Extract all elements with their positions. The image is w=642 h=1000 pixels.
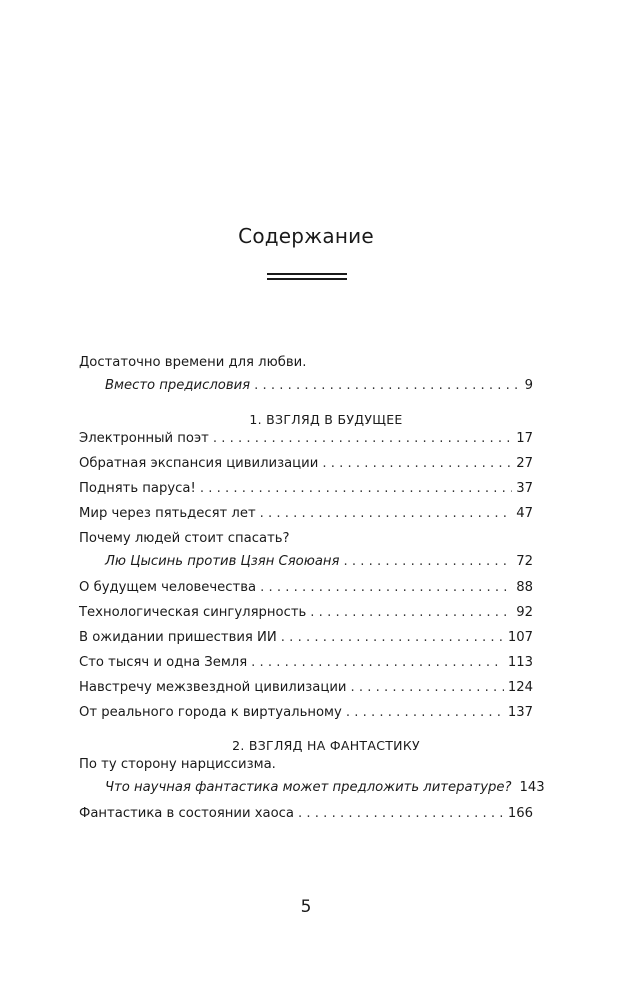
table-of-contents [79,355,545,831]
toc-entry-label: Электронный поэт [79,431,209,446]
toc-entry[interactable] [79,806,533,831]
toc-entry-page: 166 [507,806,533,821]
leader-dots [346,705,504,720]
toc-entry-label: В ожидании пришествия ИИ [79,630,277,645]
toc-entry-page: 88 [516,580,533,595]
toc-entry-page: 107 [507,630,533,645]
title-rule-bottom [267,278,347,280]
leader-dots [322,456,512,471]
toc-entry-label: Фантастика в состоянии хаоса [79,806,295,821]
toc-entry-page: 72 [516,554,533,569]
leader-dots [254,378,520,393]
toc-entry-sublabel: Лю Цысинь против Цзян Сяоюаня [105,554,340,569]
toc-entry-label: По ту сторону нарциссизма. [79,757,276,772]
toc-entry-page: 37 [516,481,533,496]
page-number: 5 [300,897,312,917]
toc-entry-label: Технологическая сингулярность [79,605,307,620]
toc-entry-page: 47 [516,506,533,521]
section-heading-2: 2. ВЗГЛЯД НА ФАНТАСТИКУ [232,738,420,753]
toc-entry-label: Навстречу межзвездной цивилизации [79,680,347,695]
toc-entry-page: 143 [519,780,545,795]
toc-entry-page: 27 [516,456,533,471]
toc-entry-intro-sub[interactable] [79,378,533,404]
page-title: Содержание [238,224,374,248]
leader-dots [281,630,504,645]
toc-entry-page: 137 [507,705,533,720]
toc-entry-label: Достаточно времени для любви. [79,355,307,370]
toc-entry[interactable] [79,431,533,456]
toc-entry-label: О будущем человечества [79,580,257,595]
leader-dots [298,806,504,821]
toc-entry-label: Почему людей стоит спасать? [79,531,290,546]
toc-entry[interactable] [79,705,533,730]
toc-entry[interactable] [79,580,533,605]
toc-entry[interactable] [79,630,533,655]
toc-entry-page: 9 [524,378,533,393]
toc-entry-page: 17 [516,431,533,446]
leader-dots [260,506,513,521]
toc-entry[interactable] [79,481,533,506]
toc-entry-label: Сто тысяч и одна Земля [79,655,248,670]
title-rule-top [267,273,347,275]
toc-entry[interactable] [79,531,533,554]
toc-entry-page: 124 [507,680,533,695]
leader-dots [310,605,512,620]
toc-entry-page: 92 [516,605,533,620]
leader-dots [200,481,512,496]
toc-entry-sublabel: Что научная фантастика может предложить литературе? [105,780,512,795]
toc-entry-sublabel: Вместо предисловия [105,378,251,393]
toc-entry-label: Мир через пятьдесят лет [79,506,256,521]
toc-entry[interactable] [79,655,533,680]
section-heading-1: 1. ВЗГЛЯД В БУДУЩЕЕ [249,412,403,427]
toc-entry-label: Поднять паруса! [79,481,196,496]
toc-entry[interactable] [79,456,533,481]
toc-entry-label: Обратная экспансия цивилизации [79,456,319,471]
leader-dots [251,655,504,670]
toc-entry-intro[interactable] [79,355,533,378]
leader-dots [213,431,512,446]
toc-entry-label: От реального города к виртуальному [79,705,342,720]
toc-entry[interactable] [79,605,533,630]
toc-entry-page: 113 [507,655,533,670]
leader-dots [351,680,504,695]
toc-entry-sub[interactable] [79,554,533,580]
leader-dots [260,580,512,595]
leader-dots [344,554,513,569]
toc-entry[interactable] [79,757,533,780]
toc-entry[interactable] [79,680,533,705]
toc-entry[interactable] [79,506,533,531]
toc-entry-sub[interactable] [79,780,545,806]
